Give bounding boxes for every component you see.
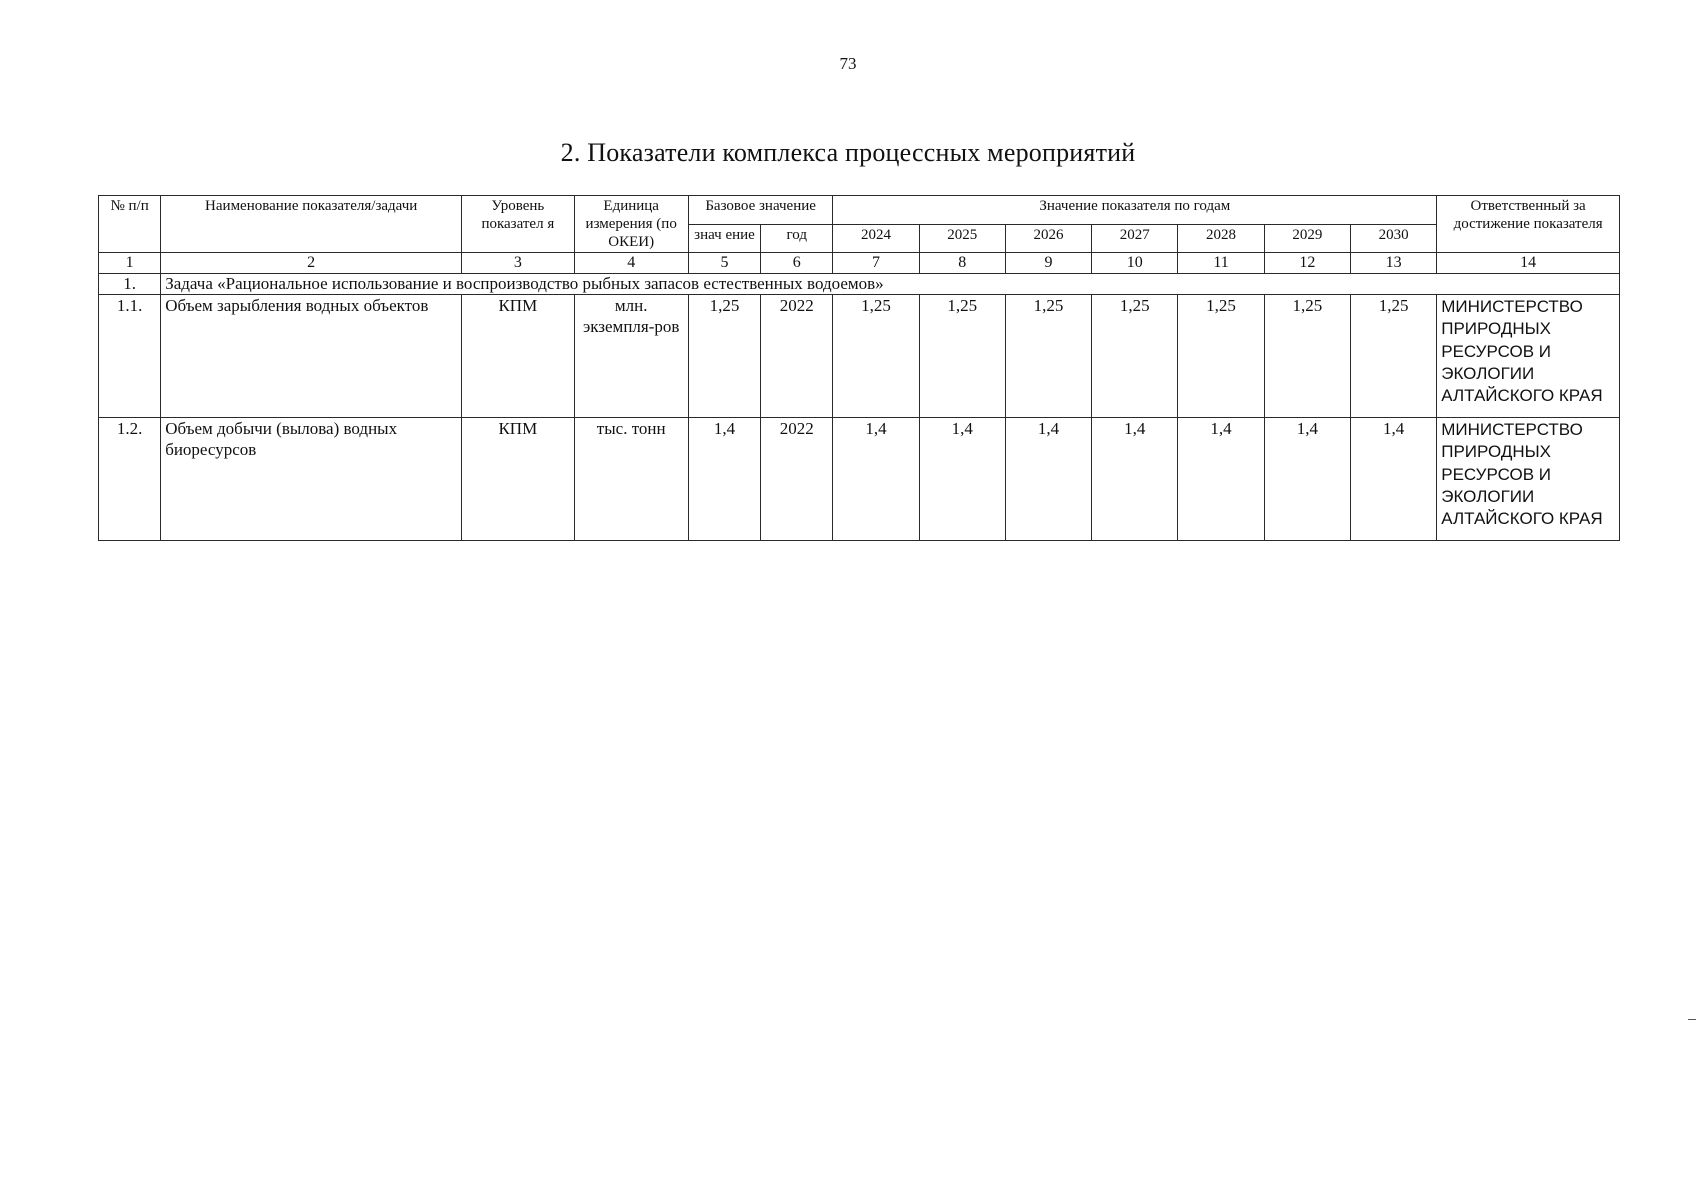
row-base-value: 1,4 (688, 418, 760, 541)
column-number: 2 (161, 253, 462, 274)
header-unit: Единица измерения (по ОКЕИ) (574, 196, 688, 253)
header-year-2028: 2028 (1178, 224, 1264, 253)
column-number: 13 (1350, 253, 1436, 274)
indicators-table (98, 195, 1620, 541)
column-number: 10 (1092, 253, 1178, 274)
row-value-2028: 1,25 (1178, 295, 1264, 418)
header-row-1 (99, 196, 1620, 225)
row-value-2026: 1,4 (1005, 418, 1091, 541)
header-base: Базовое значение (688, 196, 832, 225)
header-responsible: Ответственный за достижение показателя (1437, 196, 1620, 253)
row-responsible: МИНИСТЕРСТВО ПРИРОДНЫХ РЕСУРСОВ И ЭКОЛОГИИ АЛТАЙСКОГО КРАЯ (1437, 418, 1620, 541)
page-title: 2. Показатели комплекса процессных мероприятий (560, 138, 1136, 167)
row-value-2027: 1,25 (1092, 295, 1178, 418)
row-value-2024: 1,25 (833, 295, 919, 418)
row-base-year: 2022 (761, 295, 833, 418)
table-row (99, 295, 1620, 418)
row-value-2029: 1,25 (1264, 295, 1350, 418)
row-base-value: 1,25 (688, 295, 760, 418)
column-number: 8 (919, 253, 1005, 274)
task-row (99, 274, 1620, 295)
header-year-2024: 2024 (833, 224, 919, 253)
column-number: 12 (1264, 253, 1350, 274)
header-base-year: год (761, 224, 833, 253)
header-level: Уровень показател я (462, 196, 574, 253)
row-num: 1.2. (99, 418, 161, 541)
header-by-years: Значение показателя по годам (833, 196, 1437, 225)
header-year-2026: 2026 (1005, 224, 1091, 253)
column-number: 11 (1178, 253, 1264, 274)
header-year-2027: 2027 (1092, 224, 1178, 253)
header-name: Наименование показателя/задачи (161, 196, 462, 253)
column-number: 3 (462, 253, 574, 274)
row-unit: млн. экземпля-ров (574, 295, 688, 418)
header-num: № п/п (99, 196, 161, 253)
row-value-2027: 1,4 (1092, 418, 1178, 541)
table-row (99, 418, 1620, 541)
column-number: 9 (1005, 253, 1091, 274)
row-value-2030: 1,25 (1350, 295, 1436, 418)
column-numbers-row (99, 253, 1620, 274)
header-year-2030: 2030 (1350, 224, 1436, 253)
task-text: Задача «Рациональное использование и воспроизводство рыбных запасов естественных водоемов» (161, 274, 1620, 295)
row-value-2025: 1,25 (919, 295, 1005, 418)
row-base-year: 2022 (761, 418, 833, 541)
row-value-2026: 1,25 (1005, 295, 1091, 418)
row-level: КПМ (462, 295, 574, 418)
margin-mark (1688, 1019, 1696, 1020)
column-number: 14 (1437, 253, 1620, 274)
header-year-2029: 2029 (1264, 224, 1350, 253)
column-number: 6 (761, 253, 833, 274)
row-value-2030: 1,4 (1350, 418, 1436, 541)
row-num: 1.1. (99, 295, 161, 418)
row-level: КПМ (462, 418, 574, 541)
row-value-2029: 1,4 (1264, 418, 1350, 541)
column-number: 4 (574, 253, 688, 274)
column-number: 7 (833, 253, 919, 274)
row-unit: тыс. тонн (574, 418, 688, 541)
row-name: Объем добычи (вылова) водных биоресурсов (161, 418, 462, 541)
column-number: 1 (99, 253, 161, 274)
page-number: 73 (839, 54, 857, 73)
header-base-value: знач ение (688, 224, 760, 253)
row-value-2028: 1,4 (1178, 418, 1264, 541)
row-value-2025: 1,4 (919, 418, 1005, 541)
row-name: Объем зарыбления водных объектов (161, 295, 462, 418)
column-number: 5 (688, 253, 760, 274)
header-year-2025: 2025 (919, 224, 1005, 253)
row-responsible: МИНИСТЕРСТВО ПРИРОДНЫХ РЕСУРСОВ И ЭКОЛОГИИ АЛТАЙСКОГО КРАЯ (1437, 295, 1620, 418)
row-value-2024: 1,4 (833, 418, 919, 541)
task-num: 1. (99, 274, 161, 295)
